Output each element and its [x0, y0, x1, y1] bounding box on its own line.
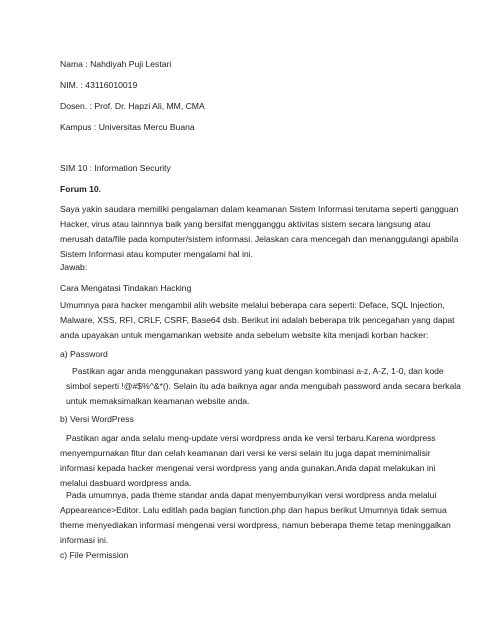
campus: Kampus : Universitas Mercu Buana — [60, 122, 195, 132]
section-title: Cara Mengatasi Tindakan Hacking — [60, 283, 192, 293]
file-permission-heading: c) File Permission — [60, 550, 129, 560]
question-line: Sistem Informasi atau komputer mengalami hal ini. — [60, 249, 253, 259]
question-line: merusah data/file pada komputer/sistem informasi. Jelaskan cara mencegah dan menanggulangi apabila — [60, 234, 459, 244]
student-nim: NIM. : 43116010019 — [60, 80, 138, 90]
student-name: Nama : Nahdiyah Puji Lestari — [60, 59, 172, 69]
password-paragraph — [60, 364, 461, 409]
question-line: Saya yakin saudara memiliki pengalaman dalam keamanan Sistem Informasi terutama seperti gangguan — [60, 204, 459, 214]
intro-line: anda upayakan untuk mengamankan website anda sebelum website kita menjadi korban hacker: — [60, 330, 429, 340]
wordpress-line: informasi ini. — [60, 535, 109, 545]
course-title: SIM 10 : Information Security — [60, 163, 171, 173]
wordpress-line: informasi kepada hacker mengenai versi wordpress yang anda gunakan.Anda dapat melakukan ini — [60, 463, 436, 473]
wordpress-line: menyempurnakan fitur dan celah keamanan dari versi ke versi selain itu juga dapat meminimalisir — [60, 448, 431, 458]
wordpress-paragraph-2 — [60, 488, 451, 548]
forum-title: Forum 10. — [60, 184, 102, 194]
intro-line: Umumnya para hacker mengambil alih website melalui beberapa cara seperti: Deface, SQL Injection, — [60, 300, 445, 310]
password-line: Pastikan agar anda menggunakan password yang kuat dengan kombinasi a-z, A-Z, 1-0, dan kode — [72, 366, 444, 376]
wordpress-line: Pada umumnya, pada theme standar anda dapat menyembunyikan versi wordpress anda melalui — [66, 490, 437, 500]
password-line: simbol seperti !@#$%^&*(). Selain itu ada baiknya agar anda mengubah password anda secara berkala — [66, 381, 461, 391]
answer-label: Jawab: — [60, 262, 88, 272]
question-paragraph — [60, 202, 459, 262]
password-heading: a) Password — [60, 349, 108, 359]
wordpress-line: melalui dasbuard wordpress anda. — [60, 478, 192, 488]
intro-paragraph — [60, 298, 455, 343]
wordpress-line: Pastikan agar anda selalu meng-update versi wordpress anda ke versi terbaru.Karena wordpress — [66, 433, 436, 443]
intro-line: Malware, XSS, RFI, CRLF, CSRF, Base64 dsb. Berikut ini adalah beberapa trik pencegahan yang dapat — [60, 315, 455, 325]
password-line: untuk memaksimalkan keamanan website anda. — [66, 396, 250, 406]
wordpress-line: Appeareance>Editor. Lalu editlah pada bagian function.php dan hapus berikut Umumnya tidak semua — [60, 505, 447, 515]
wordpress-heading: b) Versi WordPress — [60, 414, 134, 424]
question-line: Hacker, virus atau lainnnya baik yang bersifat mengganggu aktivitas sistem secara langsung atau — [60, 219, 431, 229]
lecturer: Dosen. : Prof. Dr. Hapzi Ali, MM, CMA — [60, 101, 205, 111]
wordpress-paragraph-1 — [60, 431, 440, 491]
wordpress-line: theme menyediakan informasi mengenai versi wordpress, namun beberapa theme tetap meninggalkan — [60, 520, 451, 530]
